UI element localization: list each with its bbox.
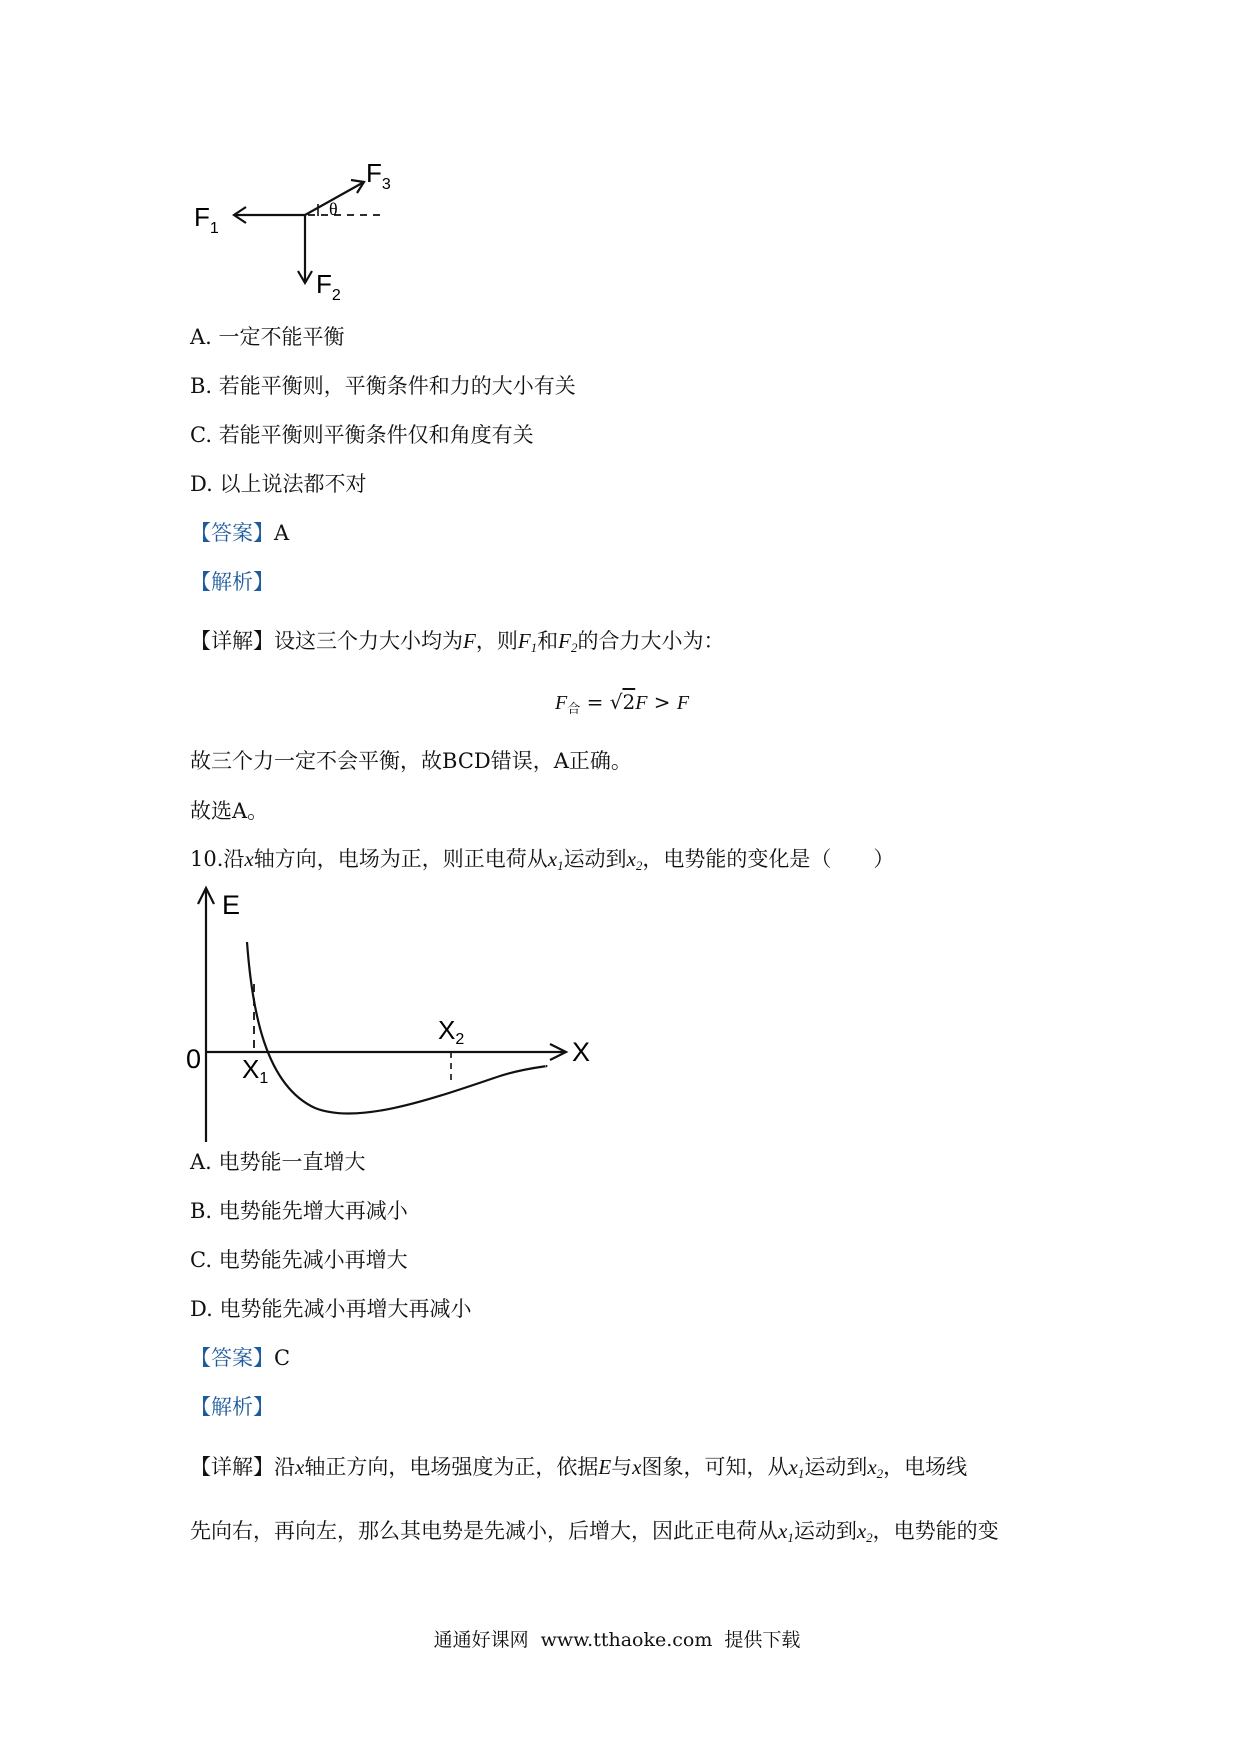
q9-analysis-heading: 【解析】 (190, 570, 274, 594)
q10-detail-line-2: 先向右，再向左，那么其电势是先减小，后增大，因此正电荷从$x_1$运动到$x_2$，电势能的变 (190, 1519, 999, 1545)
q10-analysis-heading: 【解析】 (190, 1395, 274, 1419)
q9-select: 故选A。 (190, 799, 269, 823)
q10-option-d: D. 电势能先减小再增大再减小 (190, 1297, 472, 1321)
footer-site-name: 通通好课网 (433, 1629, 529, 1651)
q10-detail-line-1: 【详解】沿x轴正方向，电场强度为正，依据E与x图象，可知，从$x_1$运动到$x_2$，电场线 (190, 1455, 968, 1481)
q9-answer: 【答案】A (190, 521, 290, 545)
q9-option-a: A. 一定不能平衡 (190, 325, 345, 349)
q10-answer: 【答案】C (190, 1346, 291, 1370)
footer-url[interactable]: www.tthaoke.com (540, 1629, 713, 1651)
f2-label: $F_2$ (316, 269, 341, 304)
f3-label: $F_3$ (366, 160, 391, 193)
q10-option-b: B. 电势能先增大再减小 (190, 1199, 408, 1223)
e-curve (247, 942, 546, 1114)
footer-suffix: 提供下载 (724, 1629, 801, 1651)
q9-option-c: C. 若能平衡则平衡条件仅和角度有关 (190, 423, 534, 447)
q10-option-a: A. 电势能一直增大 (190, 1150, 366, 1174)
x1-label: X1 (242, 1054, 269, 1087)
x2-label: X2 (438, 1015, 465, 1048)
force-diagram (190, 160, 410, 305)
q9-conclusion: 故三个力一定不会平衡，故BCD错误，A正确。 (190, 749, 632, 773)
y-axis-label: E (222, 890, 241, 920)
e-x-graph (180, 880, 610, 1150)
origin-label: 0 (186, 1044, 202, 1074)
q9-formula: $F_合 = √2F > F$ (555, 690, 690, 717)
q10-option-c: C. 电势能先减小再增大 (190, 1248, 408, 1272)
f1-label: $F_1$ (194, 202, 219, 237)
angle-label: θ (329, 199, 338, 219)
x-axis-label: X (572, 1037, 591, 1067)
q9-detail: 【详解】设这三个力大小均为F，则$F_1$和$F_2$的合力大小为： (190, 629, 725, 655)
q10-stem: 10.沿x轴方向，电场为正，则正电荷从$x_1$运动到$x_2$，电势能的变化是（ ） (190, 847, 895, 873)
q9-option-d: D. 以上说法都不对 (190, 472, 367, 496)
page-footer (0, 1627, 1234, 1653)
q9-option-b: B. 若能平衡则，平衡条件和力的大小有关 (190, 374, 576, 398)
